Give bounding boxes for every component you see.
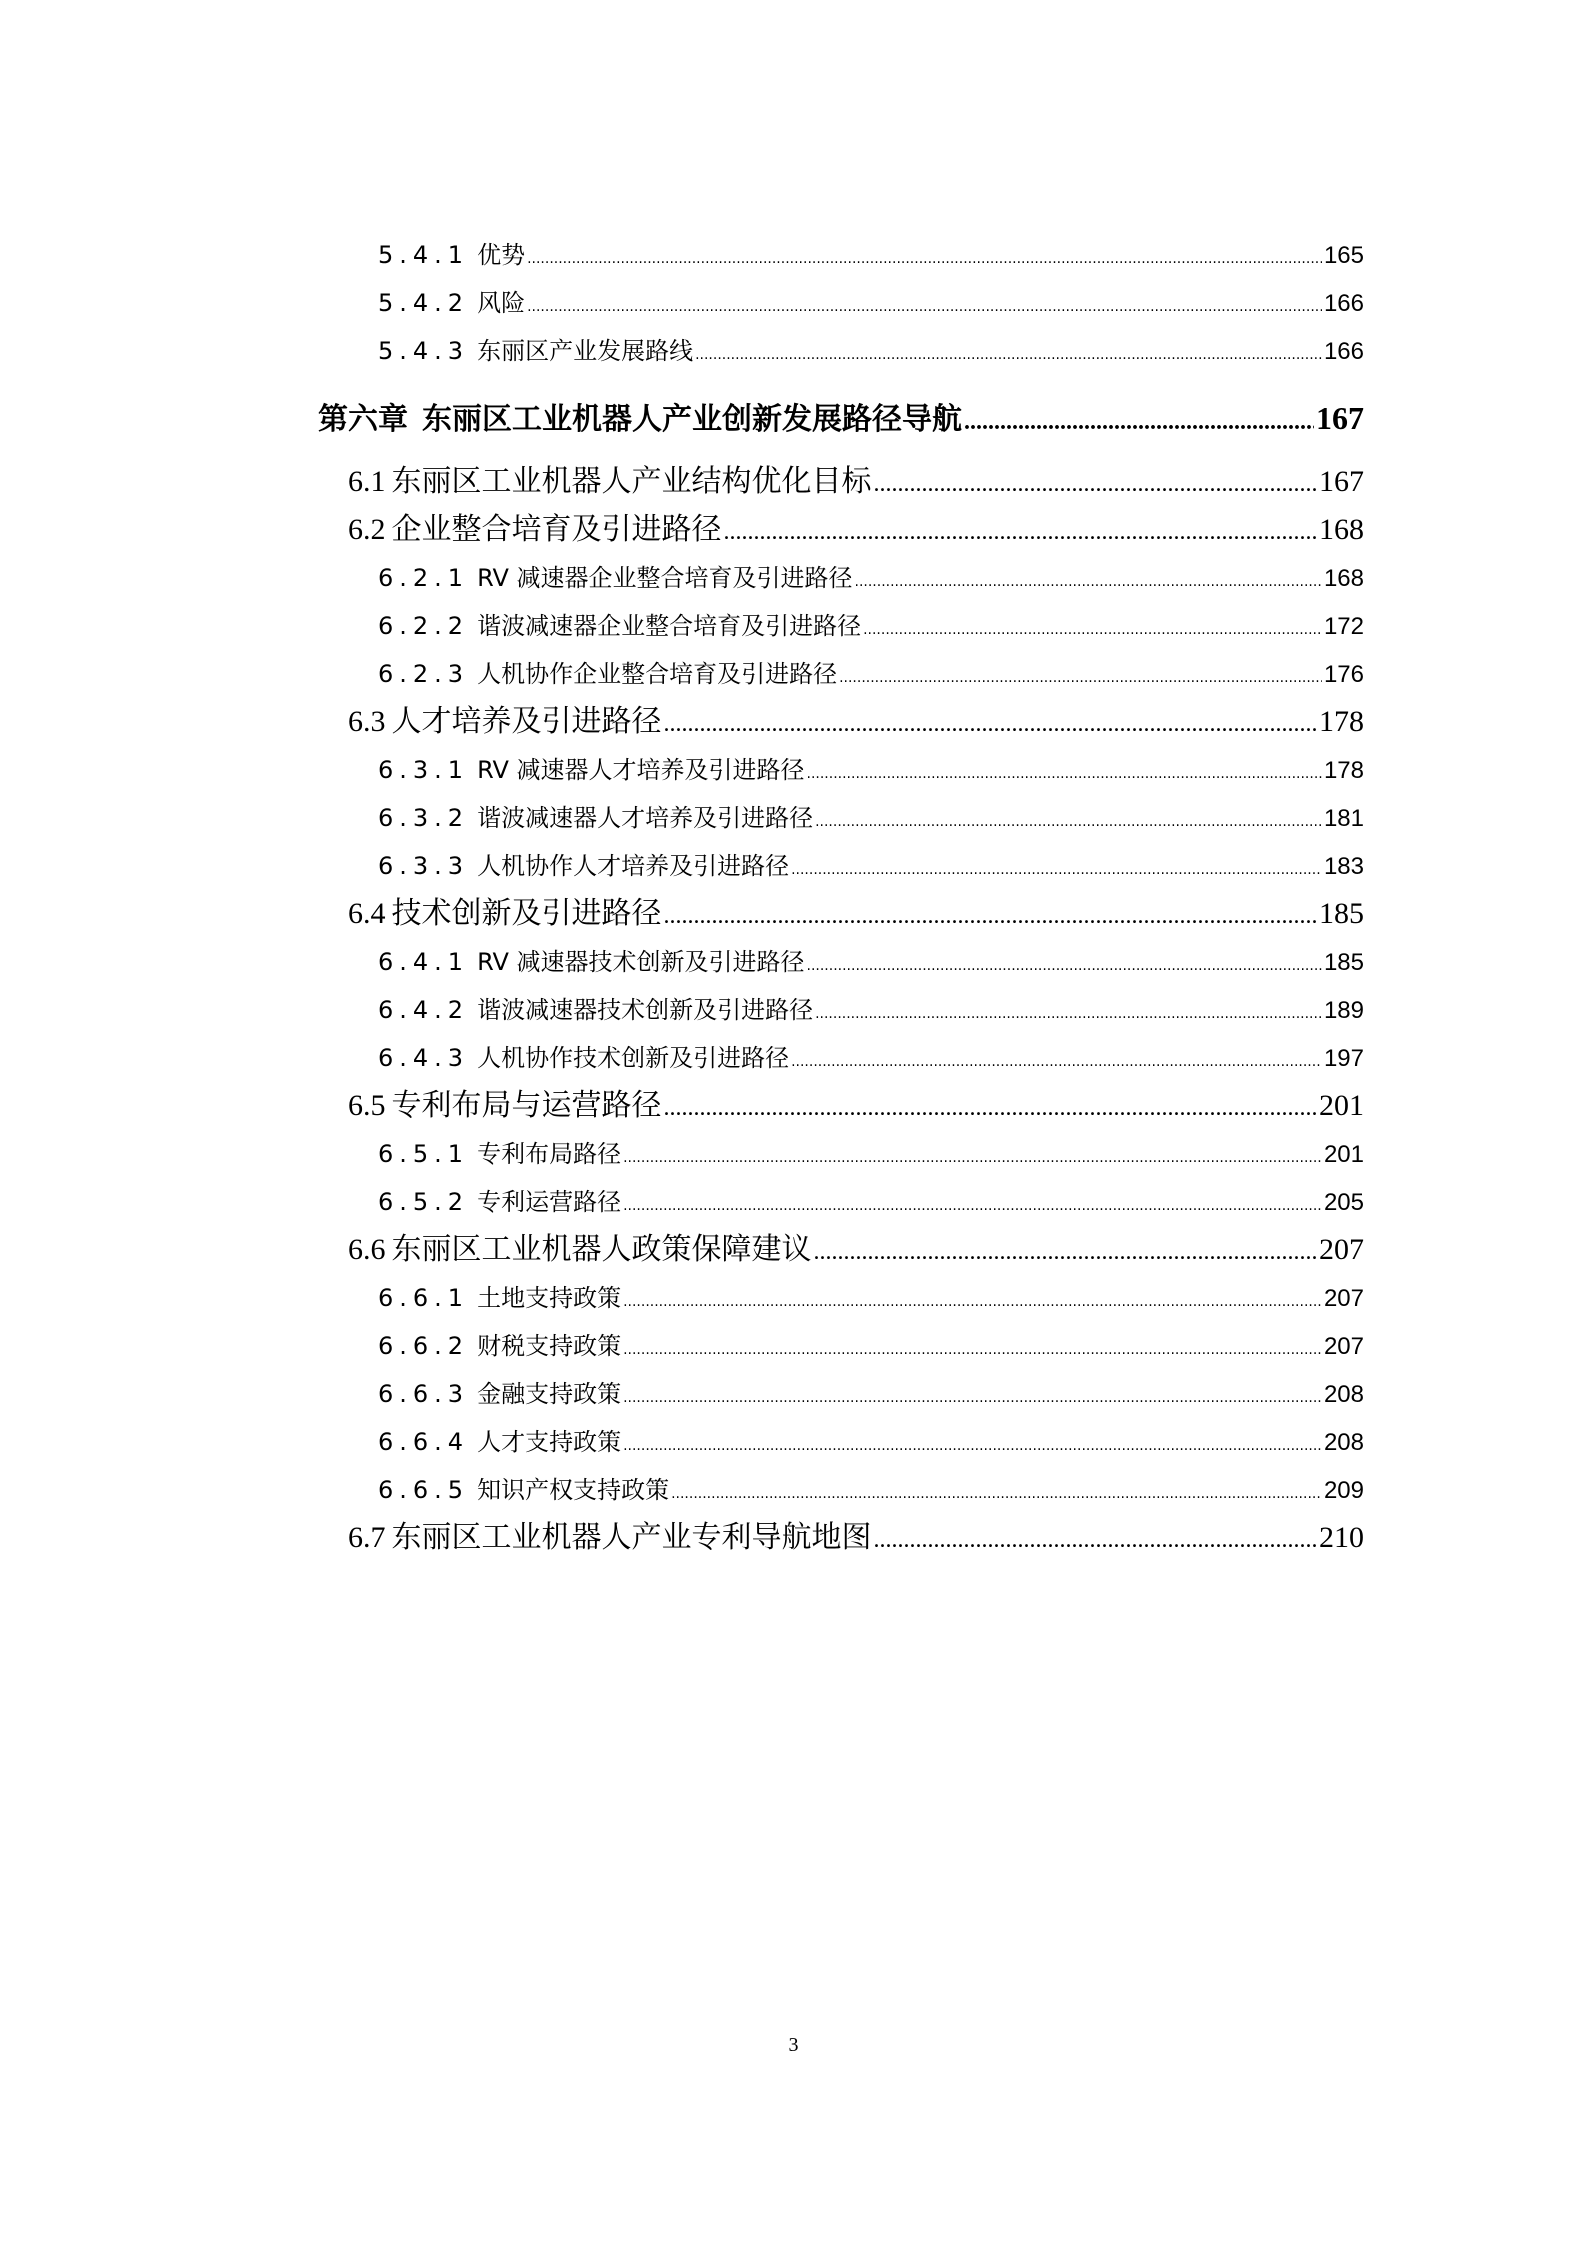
toc-entry-5-4-2[interactable] — [378, 286, 1364, 320]
toc-entry-title: 人才支持政策 — [477, 1428, 622, 1456]
toc-entry-6-1[interactable] — [348, 462, 1364, 502]
toc-entry-number: 6.6.2 — [378, 1332, 470, 1360]
dot-leader — [724, 512, 1318, 552]
toc-entry-6-3-2[interactable] — [378, 801, 1364, 835]
toc-entry-title: 人机协作人才培养及引进路径 — [477, 852, 790, 880]
dot-leader — [664, 1088, 1318, 1128]
dot-leader — [791, 1045, 1322, 1079]
toc-entry-title: 东丽区工业机器人产业结构优化目标 — [391, 464, 872, 499]
toc-entry-number: 6.5.2 — [378, 1188, 470, 1216]
toc-entry-page: 205 — [1323, 1189, 1364, 1216]
dot-leader — [664, 896, 1318, 936]
toc-entry-page: 172 — [1323, 613, 1364, 640]
toc-entry-6-6-4[interactable] — [378, 1425, 1364, 1459]
toc-entry-title: 风险 — [477, 289, 526, 317]
toc-entry-page: 166 — [1323, 338, 1364, 365]
toc-entry-page: 168 — [1319, 513, 1364, 546]
dot-leader — [791, 853, 1322, 887]
toc-entry-page: 183 — [1323, 853, 1364, 880]
toc-entry-number: 5.4.3 — [378, 337, 470, 365]
toc-entry-number: 6.6.1 — [378, 1284, 470, 1312]
dot-leader — [814, 1232, 1318, 1272]
toc-entry-page: 178 — [1323, 757, 1364, 784]
toc-entry-page: 176 — [1323, 661, 1364, 688]
toc-entry-title: RV 减速器技术创新及引进路径 — [477, 948, 805, 976]
toc-entry-page: 197 — [1323, 1045, 1364, 1072]
toc-entry-6-4[interactable] — [348, 894, 1364, 934]
toc-entry-title: 优势 — [477, 241, 526, 269]
dot-leader — [623, 1285, 1322, 1319]
toc-entry-page: 208 — [1323, 1429, 1364, 1456]
toc-entry-page: 168 — [1323, 565, 1364, 592]
toc-entry-number: 6.7 — [348, 1521, 386, 1554]
toc-entry-6-6-5[interactable] — [378, 1473, 1364, 1507]
toc-entry-title: 人机协作企业整合培育及引进路径 — [477, 660, 838, 688]
toc-entry-title: 企业整合培育及引进路径 — [391, 512, 722, 547]
toc-entry-number: 6.3.1 — [378, 756, 470, 784]
toc-entry-title: 谐波减速器技术创新及引进路径 — [477, 996, 814, 1024]
dot-leader — [964, 401, 1314, 443]
toc-entry-6-3-1[interactable] — [378, 753, 1364, 787]
dot-leader — [863, 613, 1322, 647]
toc-entry-title: 土地支持政策 — [477, 1284, 622, 1312]
toc-entry-6-5[interactable] — [348, 1086, 1364, 1126]
toc-entry-page: 207 — [1323, 1333, 1364, 1360]
toc-entry-title: RV 减速器人才培养及引进路径 — [477, 756, 805, 784]
dot-leader — [623, 1189, 1322, 1223]
toc-entry-title: 技术创新及引进路径 — [391, 896, 662, 931]
toc-entry-page: 167 — [1316, 400, 1364, 436]
footer-page-number: 3 — [788, 2034, 799, 2056]
toc-entry-title: 东丽区产业发展路线 — [477, 337, 694, 365]
toc-entry-number: 6.3.3 — [378, 852, 470, 880]
toc-entry-page: 178 — [1319, 705, 1364, 738]
toc-entry-number: 6.1 — [348, 465, 386, 498]
toc-entry-title: 财税支持政策 — [477, 1332, 622, 1360]
toc-entry-title: RV 减速器企业整合培育及引进路径 — [477, 564, 853, 592]
toc-entry-6-2-2[interactable] — [378, 609, 1364, 643]
toc-entry-number: 6.6 — [348, 1233, 386, 1266]
toc-entry-page: 201 — [1319, 1089, 1364, 1122]
dot-leader — [874, 1520, 1318, 1560]
toc-entry-6-3-3[interactable] — [378, 849, 1364, 883]
toc-entry-title: 东丽区工业机器人产业创新发展路径导航 — [422, 402, 962, 437]
toc-entry-title: 人机协作技术创新及引进路径 — [477, 1044, 790, 1072]
toc-entry-title: 谐波减速器企业整合培育及引进路径 — [477, 612, 862, 640]
toc-entry-title: 东丽区工业机器人产业专利导航地图 — [391, 1520, 872, 1555]
toc-entry-number: 6.2 — [348, 513, 386, 546]
toc-entry-page: 181 — [1323, 805, 1364, 832]
toc-entry-6-5-1[interactable] — [378, 1137, 1364, 1171]
toc-entry-6-6-2[interactable] — [378, 1329, 1364, 1363]
toc-entry-6-4-3[interactable] — [378, 1041, 1364, 1075]
toc-entry-number: 6.6.3 — [378, 1380, 470, 1408]
toc-entry-6-3[interactable] — [348, 702, 1364, 742]
toc-entry-6-6-1[interactable] — [378, 1281, 1364, 1315]
toc-entry-number: 6.6.4 — [378, 1428, 470, 1456]
dot-leader — [807, 757, 1322, 791]
toc-entry-title: 专利布局路径 — [477, 1140, 622, 1168]
toc-entry-number: 6.3.2 — [378, 804, 470, 832]
toc-entry-number: 5.4.1 — [378, 241, 470, 269]
dot-leader — [874, 464, 1318, 504]
toc-entry-page: 208 — [1323, 1381, 1364, 1408]
dot-leader — [527, 242, 1322, 276]
toc-entry-6-4-2[interactable] — [378, 993, 1364, 1027]
dot-leader — [815, 997, 1322, 1031]
toc-entry-6-2[interactable] — [348, 510, 1364, 550]
toc-entry-title: 谐波减速器人才培养及引进路径 — [477, 804, 814, 832]
toc-entry-6-2-1[interactable] — [378, 561, 1364, 595]
toc-entry-title: 东丽区工业机器人政策保障建议 — [391, 1232, 812, 1267]
toc-entry-page: 209 — [1323, 1477, 1364, 1504]
toc-entry-number: 6.2.3 — [378, 660, 470, 688]
toc-entry-title: 知识产权支持政策 — [477, 1476, 670, 1504]
toc-entry-number: 6.4.2 — [378, 996, 470, 1024]
dot-leader — [807, 949, 1322, 983]
toc-entry-title: 专利布局与运营路径 — [391, 1088, 662, 1123]
dot-leader — [695, 338, 1322, 372]
toc-entry-number: 6.4.3 — [378, 1044, 470, 1072]
toc-entry-title: 金融支持政策 — [477, 1380, 622, 1408]
toc-entry-page: 207 — [1319, 1233, 1364, 1266]
dot-leader — [839, 661, 1322, 695]
dot-leader — [815, 805, 1322, 839]
toc-entry-number: 5.4.2 — [378, 289, 470, 317]
toc-entry-page: 210 — [1319, 1521, 1364, 1554]
dot-leader — [527, 290, 1322, 324]
toc-entry-page: 207 — [1323, 1285, 1364, 1312]
toc-entry-number: 6.5.1 — [378, 1140, 470, 1168]
toc-entry-page: 165 — [1323, 242, 1364, 269]
toc-entry-page: 201 — [1323, 1141, 1364, 1168]
toc-entry-number: 6.5 — [348, 1089, 386, 1122]
toc-entry-number: 6.2.1 — [378, 564, 470, 592]
toc-entry-5-4-1[interactable] — [378, 238, 1364, 272]
dot-leader — [623, 1141, 1322, 1175]
dot-leader — [623, 1429, 1322, 1463]
toc-entry-6-7[interactable] — [348, 1518, 1364, 1558]
toc-entry-page: 167 — [1319, 465, 1364, 498]
toc-entry-number: 6.4 — [348, 897, 386, 930]
dot-leader — [855, 565, 1322, 599]
toc-entry-6-6[interactable] — [348, 1230, 1364, 1270]
toc-entry-title: 人才培养及引进路径 — [391, 704, 662, 739]
toc-entry-page: 185 — [1323, 949, 1364, 976]
toc-entry-number: 第六章 — [318, 402, 408, 437]
dot-leader — [623, 1381, 1322, 1415]
toc-entry-page: 166 — [1323, 290, 1364, 317]
toc-entry-chapter-6[interactable] — [318, 397, 1364, 439]
toc-entry-page: 185 — [1319, 897, 1364, 930]
toc-entry-page: 189 — [1323, 997, 1364, 1024]
toc-entry-number: 6.6.5 — [378, 1476, 470, 1504]
toc-entry-6-2-3[interactable] — [378, 657, 1364, 691]
toc-entry-6-5-2[interactable] — [378, 1185, 1364, 1219]
toc-entry-title: 专利运营路径 — [477, 1188, 622, 1216]
toc-entry-number: 6.2.2 — [378, 612, 470, 640]
toc-entry-6-6-3[interactable] — [378, 1377, 1364, 1411]
dot-leader — [623, 1333, 1322, 1367]
toc-entry-number: 6.3 — [348, 705, 386, 738]
toc-entry-number: 6.4.1 — [378, 948, 470, 976]
dot-leader — [671, 1477, 1322, 1511]
dot-leader — [664, 704, 1318, 744]
toc-entry-5-4-3[interactable] — [378, 334, 1364, 368]
toc-entry-6-4-1[interactable] — [378, 945, 1364, 979]
